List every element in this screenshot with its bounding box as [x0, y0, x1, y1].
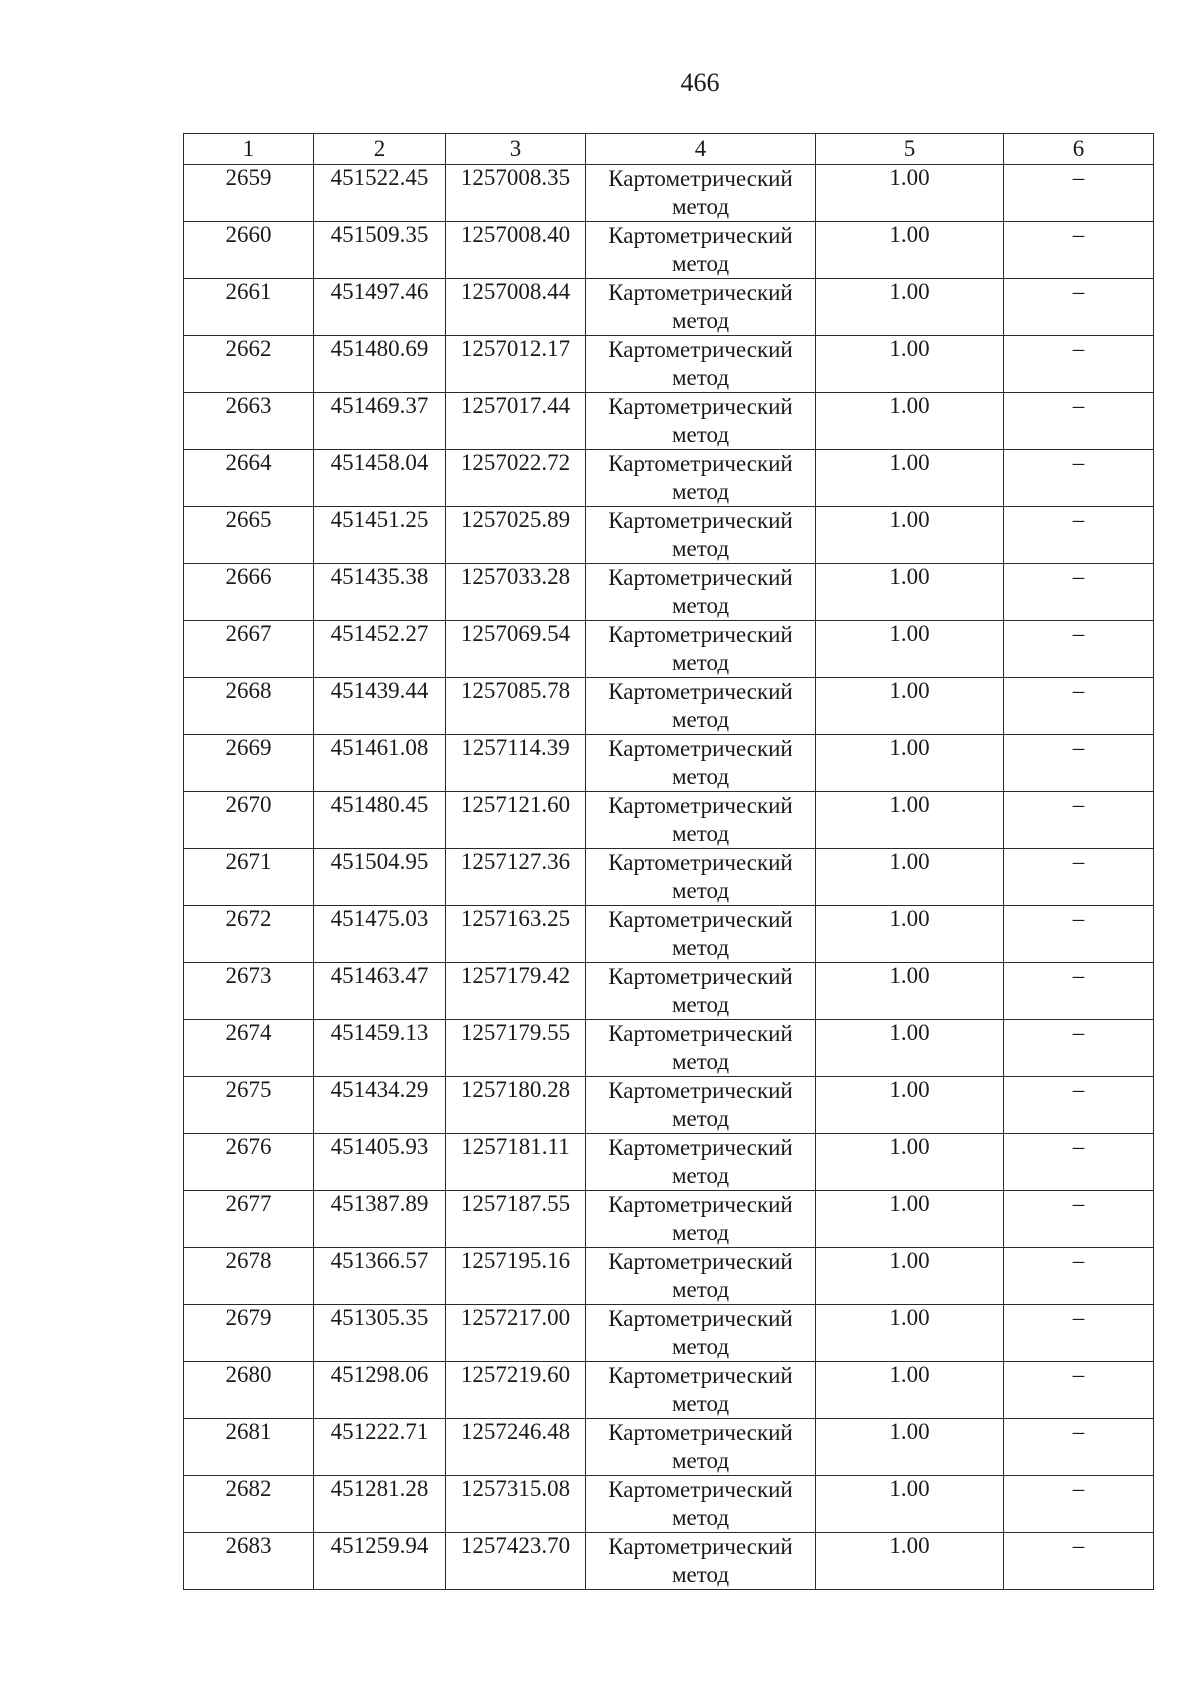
x-coordinate-cell: 451439.44 [314, 678, 446, 735]
method-line-1: Картометрический [608, 964, 793, 989]
point-number-cell: 2659 [184, 165, 314, 222]
method-cell [586, 1476, 816, 1533]
table-row [184, 450, 1154, 507]
point-number-cell: 2679 [184, 1305, 314, 1362]
y-coordinate-cell: 1257195.16 [446, 1248, 586, 1305]
point-number-cell: 2662 [184, 336, 314, 393]
method-line-2: метод [671, 308, 730, 333]
method-line-1: Картометрический [608, 1420, 793, 1445]
accuracy-cell: 1.00 [816, 1248, 1004, 1305]
x-coordinate-cell: 451504.95 [314, 849, 446, 906]
point-number-cell: 2680 [184, 1362, 314, 1419]
note-cell: – [1004, 735, 1154, 792]
accuracy-cell: 1.00 [816, 1533, 1004, 1590]
accuracy-cell: 1.00 [816, 1191, 1004, 1248]
table-row [184, 1077, 1154, 1134]
y-coordinate-cell: 1257246.48 [446, 1419, 586, 1476]
note-cell: – [1004, 1134, 1154, 1191]
x-coordinate-cell: 451459.13 [314, 1020, 446, 1077]
method-line-2: метод [671, 821, 730, 846]
accuracy-cell: 1.00 [816, 792, 1004, 849]
accuracy-cell: 1.00 [816, 1362, 1004, 1419]
table-row [184, 1134, 1154, 1191]
table-row [184, 393, 1154, 450]
table-row [184, 849, 1154, 906]
table-row [184, 1362, 1154, 1419]
table-row [184, 1476, 1154, 1533]
method-line-1: Картометрический [608, 1135, 793, 1160]
method-line-2: метод [671, 479, 730, 504]
y-coordinate-cell: 1257025.89 [446, 507, 586, 564]
table-row [184, 792, 1154, 849]
point-number-cell: 2660 [184, 222, 314, 279]
method-line-1: Картометрический [608, 793, 793, 818]
method-cell [586, 792, 816, 849]
method-line-1: Картометрический [608, 280, 793, 305]
method-cell [586, 564, 816, 621]
method-line-2: метод [671, 1163, 730, 1188]
point-number-cell: 2663 [184, 393, 314, 450]
table-row [184, 1020, 1154, 1077]
method-cell [586, 906, 816, 963]
method-line-1: Картометрический [608, 1306, 793, 1331]
method-line-1: Картометрический [608, 1534, 793, 1559]
method-line-1: Картометрический [608, 223, 793, 248]
x-coordinate-cell: 451434.29 [314, 1077, 446, 1134]
x-coordinate-cell: 451463.47 [314, 963, 446, 1020]
note-cell: – [1004, 1362, 1154, 1419]
method-line-1: Картометрический [608, 1021, 793, 1046]
method-line-1: Картометрический [608, 1192, 793, 1217]
point-number-cell: 2670 [184, 792, 314, 849]
y-coordinate-cell: 1257187.55 [446, 1191, 586, 1248]
accuracy-cell: 1.00 [816, 507, 1004, 564]
x-coordinate-cell: 451387.89 [314, 1191, 446, 1248]
accuracy-cell: 1.00 [816, 1305, 1004, 1362]
method-line-2: метод [671, 1334, 730, 1359]
method-line-1: Картометрический [608, 508, 793, 533]
note-cell: – [1004, 678, 1154, 735]
point-number-cell: 2676 [184, 1134, 314, 1191]
note-cell: – [1004, 336, 1154, 393]
x-coordinate-cell: 451259.94 [314, 1533, 446, 1590]
page-number: 466 [680, 68, 720, 97]
method-line-2: метод [671, 1106, 730, 1131]
method-cell [586, 1191, 816, 1248]
y-coordinate-cell: 1257033.28 [446, 564, 586, 621]
method-cell [586, 963, 816, 1020]
note-cell: – [1004, 507, 1154, 564]
x-coordinate-cell: 451366.57 [314, 1248, 446, 1305]
accuracy-cell: 1.00 [816, 849, 1004, 906]
accuracy-cell: 1.00 [816, 678, 1004, 735]
x-coordinate-cell: 451469.37 [314, 393, 446, 450]
method-line-1: Картометрический [608, 679, 793, 704]
method-line-1: Картометрический [608, 337, 793, 362]
method-cell [586, 507, 816, 564]
method-cell [586, 1419, 816, 1476]
point-number-cell: 2677 [184, 1191, 314, 1248]
point-number-cell: 2675 [184, 1077, 314, 1134]
table-row [184, 678, 1154, 735]
accuracy-cell: 1.00 [816, 450, 1004, 507]
method-line-2: метод [671, 1049, 730, 1074]
table-row [184, 1533, 1154, 1590]
header-cell-5: 5 [816, 134, 1004, 165]
x-coordinate-cell: 451461.08 [314, 735, 446, 792]
method-cell [586, 849, 816, 906]
point-number-cell: 2682 [184, 1476, 314, 1533]
note-cell: – [1004, 165, 1154, 222]
y-coordinate-cell: 1257217.00 [446, 1305, 586, 1362]
note-cell: – [1004, 450, 1154, 507]
y-coordinate-cell: 1257181.11 [446, 1134, 586, 1191]
method-line-1: Картометрический [608, 451, 793, 476]
note-cell: – [1004, 1305, 1154, 1362]
table-row [184, 564, 1154, 621]
method-line-2: метод [671, 1277, 730, 1302]
method-line-2: метод [671, 1448, 730, 1473]
header-cell-2: 2 [314, 134, 446, 165]
accuracy-cell: 1.00 [816, 1077, 1004, 1134]
point-number-cell: 2669 [184, 735, 314, 792]
method-line-2: метод [671, 593, 730, 618]
accuracy-cell: 1.00 [816, 906, 1004, 963]
y-coordinate-cell: 1257012.17 [446, 336, 586, 393]
note-cell: – [1004, 1248, 1154, 1305]
header-cell-6: 6 [1004, 134, 1154, 165]
method-cell [586, 1362, 816, 1419]
table-row [184, 621, 1154, 678]
point-number-cell: 2674 [184, 1020, 314, 1077]
accuracy-cell: 1.00 [816, 621, 1004, 678]
table-row [184, 906, 1154, 963]
accuracy-cell: 1.00 [816, 222, 1004, 279]
method-line-2: метод [671, 251, 730, 276]
y-coordinate-cell: 1257127.36 [446, 849, 586, 906]
accuracy-cell: 1.00 [816, 279, 1004, 336]
header-cell-1: 1 [184, 134, 314, 165]
method-cell [586, 1077, 816, 1134]
table-row [184, 336, 1154, 393]
method-line-2: метод [671, 365, 730, 390]
method-cell [586, 279, 816, 336]
accuracy-cell: 1.00 [816, 1419, 1004, 1476]
method-line-1: Картометрический [608, 622, 793, 647]
table-row [184, 507, 1154, 564]
method-cell [586, 336, 816, 393]
x-coordinate-cell: 451509.35 [314, 222, 446, 279]
method-line-1: Картометрический [608, 166, 793, 191]
method-cell [586, 1134, 816, 1191]
table-row [184, 963, 1154, 1020]
table-row [184, 165, 1154, 222]
accuracy-cell: 1.00 [816, 336, 1004, 393]
point-number-cell: 2668 [184, 678, 314, 735]
method-line-2: метод [671, 1562, 730, 1587]
note-cell: – [1004, 906, 1154, 963]
method-line-2: метод [671, 935, 730, 960]
coordinates-table [183, 133, 1154, 1590]
method-cell [586, 678, 816, 735]
y-coordinate-cell: 1257163.25 [446, 906, 586, 963]
note-cell: – [1004, 279, 1154, 336]
point-number-cell: 2665 [184, 507, 314, 564]
method-cell [586, 222, 816, 279]
method-cell [586, 1020, 816, 1077]
note-cell: – [1004, 1191, 1154, 1248]
point-number-cell: 2671 [184, 849, 314, 906]
y-coordinate-cell: 1257423.70 [446, 1533, 586, 1590]
y-coordinate-cell: 1257179.55 [446, 1020, 586, 1077]
method-cell [586, 621, 816, 678]
method-cell [586, 735, 816, 792]
y-coordinate-cell: 1257069.54 [446, 621, 586, 678]
point-number-cell: 2666 [184, 564, 314, 621]
x-coordinate-cell: 451480.69 [314, 336, 446, 393]
y-coordinate-cell: 1257008.44 [446, 279, 586, 336]
note-cell: – [1004, 849, 1154, 906]
x-coordinate-cell: 451452.27 [314, 621, 446, 678]
note-cell: – [1004, 621, 1154, 678]
method-line-2: метод [671, 1220, 730, 1245]
y-coordinate-cell: 1257315.08 [446, 1476, 586, 1533]
point-number-cell: 2673 [184, 963, 314, 1020]
note-cell: – [1004, 393, 1154, 450]
x-coordinate-cell: 451522.45 [314, 165, 446, 222]
point-number-cell: 2664 [184, 450, 314, 507]
x-coordinate-cell: 451480.45 [314, 792, 446, 849]
header-cell-3: 3 [446, 134, 586, 165]
method-line-1: Картометрический [608, 1078, 793, 1103]
method-line-2: метод [671, 422, 730, 447]
y-coordinate-cell: 1257179.42 [446, 963, 586, 1020]
note-cell: – [1004, 1020, 1154, 1077]
table-body [184, 134, 1154, 1590]
method-line-2: метод [671, 992, 730, 1017]
note-cell: – [1004, 564, 1154, 621]
method-cell [586, 1248, 816, 1305]
method-cell [586, 450, 816, 507]
table-row [184, 1419, 1154, 1476]
y-coordinate-cell: 1257022.72 [446, 450, 586, 507]
y-coordinate-cell: 1257085.78 [446, 678, 586, 735]
y-coordinate-cell: 1257017.44 [446, 393, 586, 450]
method-line-1: Картометрический [608, 394, 793, 419]
method-line-2: метод [671, 707, 730, 732]
method-line-1: Картометрический [608, 736, 793, 761]
note-cell: – [1004, 1077, 1154, 1134]
table-row [184, 1191, 1154, 1248]
x-coordinate-cell: 451305.35 [314, 1305, 446, 1362]
point-number-cell: 2661 [184, 279, 314, 336]
x-coordinate-cell: 451458.04 [314, 450, 446, 507]
x-coordinate-cell: 451405.93 [314, 1134, 446, 1191]
note-cell: – [1004, 222, 1154, 279]
accuracy-cell: 1.00 [816, 1476, 1004, 1533]
y-coordinate-cell: 1257114.39 [446, 735, 586, 792]
table-row [184, 279, 1154, 336]
table-row [184, 1305, 1154, 1362]
method-cell [586, 393, 816, 450]
point-number-cell: 2667 [184, 621, 314, 678]
accuracy-cell: 1.00 [816, 1134, 1004, 1191]
x-coordinate-cell: 451435.38 [314, 564, 446, 621]
method-line-2: метод [671, 1505, 730, 1530]
x-coordinate-cell: 451222.71 [314, 1419, 446, 1476]
table-header-row [184, 134, 1154, 165]
x-coordinate-cell: 451475.03 [314, 906, 446, 963]
table-row [184, 1248, 1154, 1305]
accuracy-cell: 1.00 [816, 165, 1004, 222]
note-cell: – [1004, 963, 1154, 1020]
accuracy-cell: 1.00 [816, 963, 1004, 1020]
header-cell-4: 4 [586, 134, 816, 165]
method-line-2: метод [671, 650, 730, 675]
point-number-cell: 2683 [184, 1533, 314, 1590]
method-line-2: метод [671, 536, 730, 561]
table-row [184, 222, 1154, 279]
y-coordinate-cell: 1257219.60 [446, 1362, 586, 1419]
note-cell: – [1004, 1476, 1154, 1533]
method-line-1: Картометрический [608, 850, 793, 875]
accuracy-cell: 1.00 [816, 393, 1004, 450]
accuracy-cell: 1.00 [816, 564, 1004, 621]
method-line-2: метод [671, 764, 730, 789]
method-cell [586, 1533, 816, 1590]
note-cell: – [1004, 792, 1154, 849]
method-line-2: метод [671, 878, 730, 903]
point-number-cell: 2681 [184, 1419, 314, 1476]
method-line-1: Картометрический [608, 565, 793, 590]
y-coordinate-cell: 1257008.40 [446, 222, 586, 279]
method-line-1: Картометрический [608, 1363, 793, 1388]
method-line-2: метод [671, 1391, 730, 1416]
method-cell [586, 165, 816, 222]
x-coordinate-cell: 451281.28 [314, 1476, 446, 1533]
y-coordinate-cell: 1257121.60 [446, 792, 586, 849]
x-coordinate-cell: 451497.46 [314, 279, 446, 336]
accuracy-cell: 1.00 [816, 1020, 1004, 1077]
point-number-cell: 2678 [184, 1248, 314, 1305]
note-cell: – [1004, 1533, 1154, 1590]
note-cell: – [1004, 1419, 1154, 1476]
x-coordinate-cell: 451298.06 [314, 1362, 446, 1419]
method-line-1: Картометрический [608, 1249, 793, 1274]
table-row [184, 735, 1154, 792]
method-cell [586, 1305, 816, 1362]
x-coordinate-cell: 451451.25 [314, 507, 446, 564]
point-number-cell: 2672 [184, 906, 314, 963]
y-coordinate-cell: 1257008.35 [446, 165, 586, 222]
method-line-2: метод [671, 194, 730, 219]
method-line-1: Картометрический [608, 1477, 793, 1502]
accuracy-cell: 1.00 [816, 735, 1004, 792]
y-coordinate-cell: 1257180.28 [446, 1077, 586, 1134]
method-line-1: Картометрический [608, 907, 793, 932]
